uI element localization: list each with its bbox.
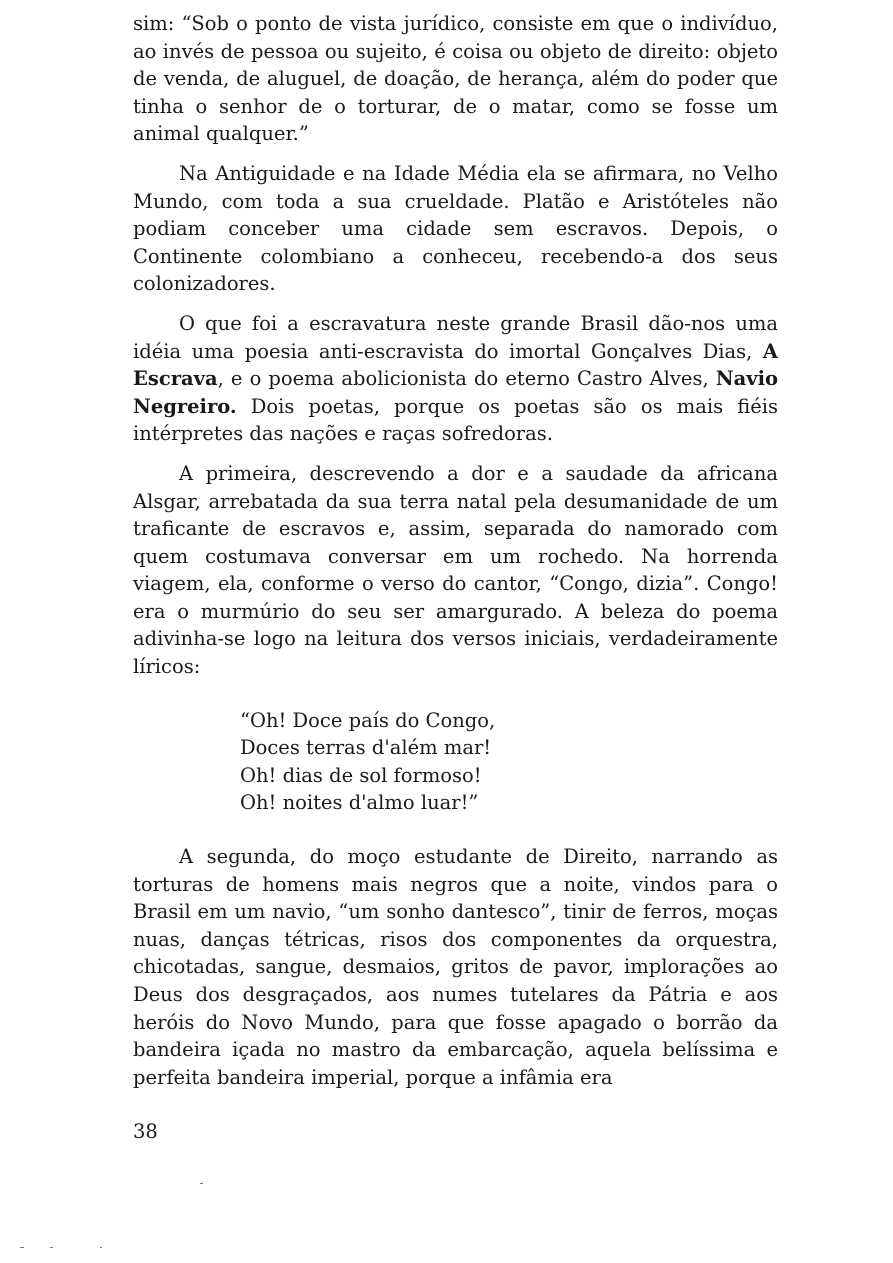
paragraph-4: A primeira, descrevendo a dor e a saudade da africana Alsgar, arrebatada da sua terra natal pela desumanidade de um traficante de escravos e, assim, separada do namorado com quem costumava conversar em um rochedo. Na horrenda viagem, ela, conforme o verso do cantor, “Congo, dizia”. Congo! era o murmúrio do seu ser amargurado. A beleza do poema adivinha-se logo na leitura dos versos iniciais, verdadeiramente líricos: <box>133 461 778 679</box>
verse-line: Doces terras d'além mar! <box>240 736 492 760</box>
paragraph-3-text-a: O que foi a escravatura neste grande Brasil dão-nos uma idéia uma poesia anti-escravista do imortal Gonçalves Dias, <box>133 311 778 363</box>
paragraph-2: Na Antiguidade e na Idade Média ela se afirmara, no Velho Mundo, com toda a sua crueldade. Platão e Aristóteles não podiam conceber uma cidade sem escravos. Depois, o Continente colombiano a conheceu, recebendo-a dos seus colonizadores. <box>133 161 778 296</box>
paragraph-3-text-c: Dois poetas, porque os poetas são os mais fiéis intérpretes das nações e raças sofredoras. <box>133 394 778 446</box>
scan-speck <box>50 1247 53 1248</box>
paragraph-5: A segunda, do moço estudante de Direito, narrando as torturas de homens mais negros que a noite, vindos para o Brasil em um navio, “um sonho dantesco”, tinir de ferros, moças nuas, danças tétricas, risos dos componentes da orquestra, chicotadas, sangue, desmaios, gritos de pavor, implorações ao Deus dos desgraçados, aos numes tutelares da Pátria e aos heróis do Novo Mundo, para que fosse apagado o borrão da bandeira içada no mastro da embarcação, aquela belíssima e perfeita bandeira imperial, porque a infâmia era <box>133 845 778 1089</box>
scan-speck <box>100 1247 102 1248</box>
paragraph-3-text-b: , e o poema abolicionista do eterno Castro Alves, <box>217 367 716 391</box>
verse-line: “Oh! Doce país do Congo, <box>240 708 496 732</box>
paragraph-3 <box>133 310 778 448</box>
paragraph-1: sim: “Sob o ponto de vista jurídico, consiste em que o indivíduo, ao invés de pessoa ou sujeito, é coisa ou objeto de direito: objeto de venda, de aluguel, de doação, de herança, além do poder que tinha o senhor de o torturar, de o matar, como se fosse um animal qualquer.” <box>133 12 778 146</box>
scan-speck <box>20 1247 24 1248</box>
verse-block <box>240 707 778 817</box>
verse-line: Oh! dias de sol formoso! <box>240 763 482 787</box>
scan-speck <box>200 1183 203 1184</box>
page-body <box>133 10 778 1103</box>
page-number: 38 <box>133 1120 158 1143</box>
verse-line: Oh! noites d'almo luar!” <box>240 791 479 815</box>
poem-title-a-escrava: A Escrava <box>133 339 778 391</box>
poem-title-navio-negreiro: Navio Negreiro. <box>133 367 778 418</box>
